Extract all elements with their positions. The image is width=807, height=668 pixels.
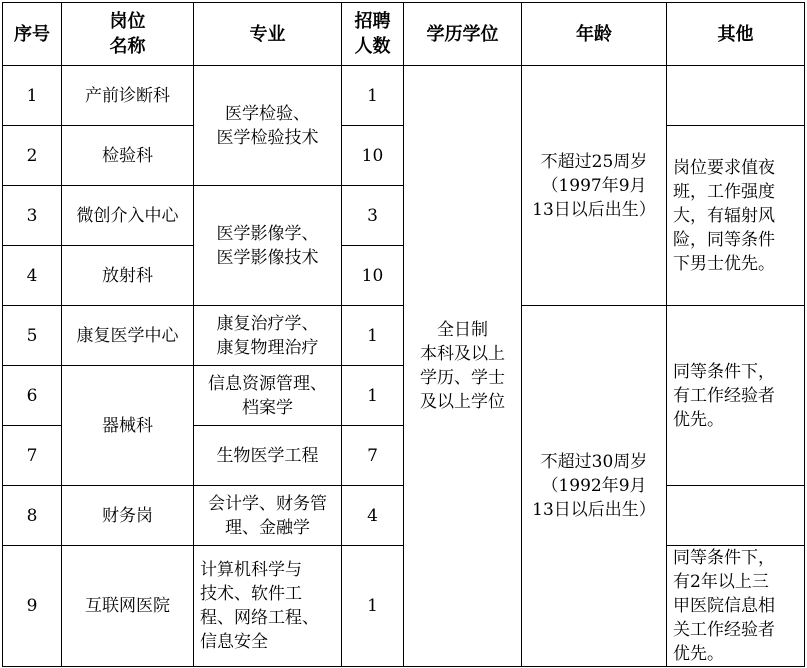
major-cell: 医学影像学、 医学影像技术: [194, 186, 342, 306]
position-cell: 产前诊断科: [62, 66, 194, 126]
count-cell: 1: [342, 546, 404, 667]
major-cell: 生物医学工程: [194, 426, 342, 486]
count-cell: 3: [342, 186, 404, 246]
count-cell: 10: [342, 246, 404, 306]
other-cell: [667, 66, 805, 126]
other-cell: 同等条件下， 有工作经验者 优先。: [667, 306, 805, 486]
seq-cell: 9: [3, 546, 62, 667]
seq-cell: 1: [3, 66, 62, 126]
age-cell: 不超过30周岁 （1992年9月 13日以后出生）: [522, 306, 667, 667]
other-cell: 同等条件下， 有2年以上三 甲医院信息相 关工作经验者 优先。: [667, 546, 805, 667]
header-count: 招聘 人数: [342, 3, 404, 66]
count-cell: 1: [342, 366, 404, 426]
recruitment-table: [2, 2, 805, 667]
table-row: [3, 66, 805, 126]
position-cell: 互联网医院: [62, 546, 194, 667]
other-cell: [667, 486, 805, 546]
count-cell: 7: [342, 426, 404, 486]
other-cell: 岗位要求值夜 班，工作强度 大，有辐射风 险，同等条件 下男士优先。: [667, 126, 805, 306]
major-cell: 信息资源管理、 档案学: [194, 366, 342, 426]
header-age: 年龄: [522, 3, 667, 66]
age-cell: 不超过25周岁 （1997年9月 13日以后出生）: [522, 66, 667, 306]
position-cell: 检验科: [62, 126, 194, 186]
count-cell: 1: [342, 306, 404, 366]
count-cell: 1: [342, 66, 404, 126]
position-cell: 微创介入中心: [62, 186, 194, 246]
count-cell: 10: [342, 126, 404, 186]
major-cell: 康复治疗学、 康复物理治疗: [194, 306, 342, 366]
seq-cell: 8: [3, 486, 62, 546]
count-cell: 4: [342, 486, 404, 546]
seq-cell: 7: [3, 426, 62, 486]
seq-cell: 3: [3, 186, 62, 246]
seq-cell: 2: [3, 126, 62, 186]
major-cell: 医学检验、 医学检验技术: [194, 66, 342, 186]
position-cell: 放射科: [62, 246, 194, 306]
education-cell: 全日制 本科及以上 学历、学士 及以上学位: [404, 66, 522, 667]
position-cell: 财务岗: [62, 486, 194, 546]
position-cell: 康复医学中心: [62, 306, 194, 366]
header-education: 学历学位: [404, 3, 522, 66]
major-cell: 计算机科学与 技术、软件工 程、网络工程、 信息安全: [194, 546, 342, 667]
header-major: 专业: [194, 3, 342, 66]
header-position: 岗位 名称: [62, 3, 194, 66]
seq-cell: 5: [3, 306, 62, 366]
header-seq: 序号: [3, 3, 62, 66]
seq-cell: 6: [3, 366, 62, 426]
seq-cell: 4: [3, 246, 62, 306]
position-cell: 器械科: [62, 366, 194, 486]
header-row: [3, 3, 805, 66]
major-cell: 会计学、财务管 理、金融学: [194, 486, 342, 546]
header-other: 其他: [667, 3, 805, 66]
